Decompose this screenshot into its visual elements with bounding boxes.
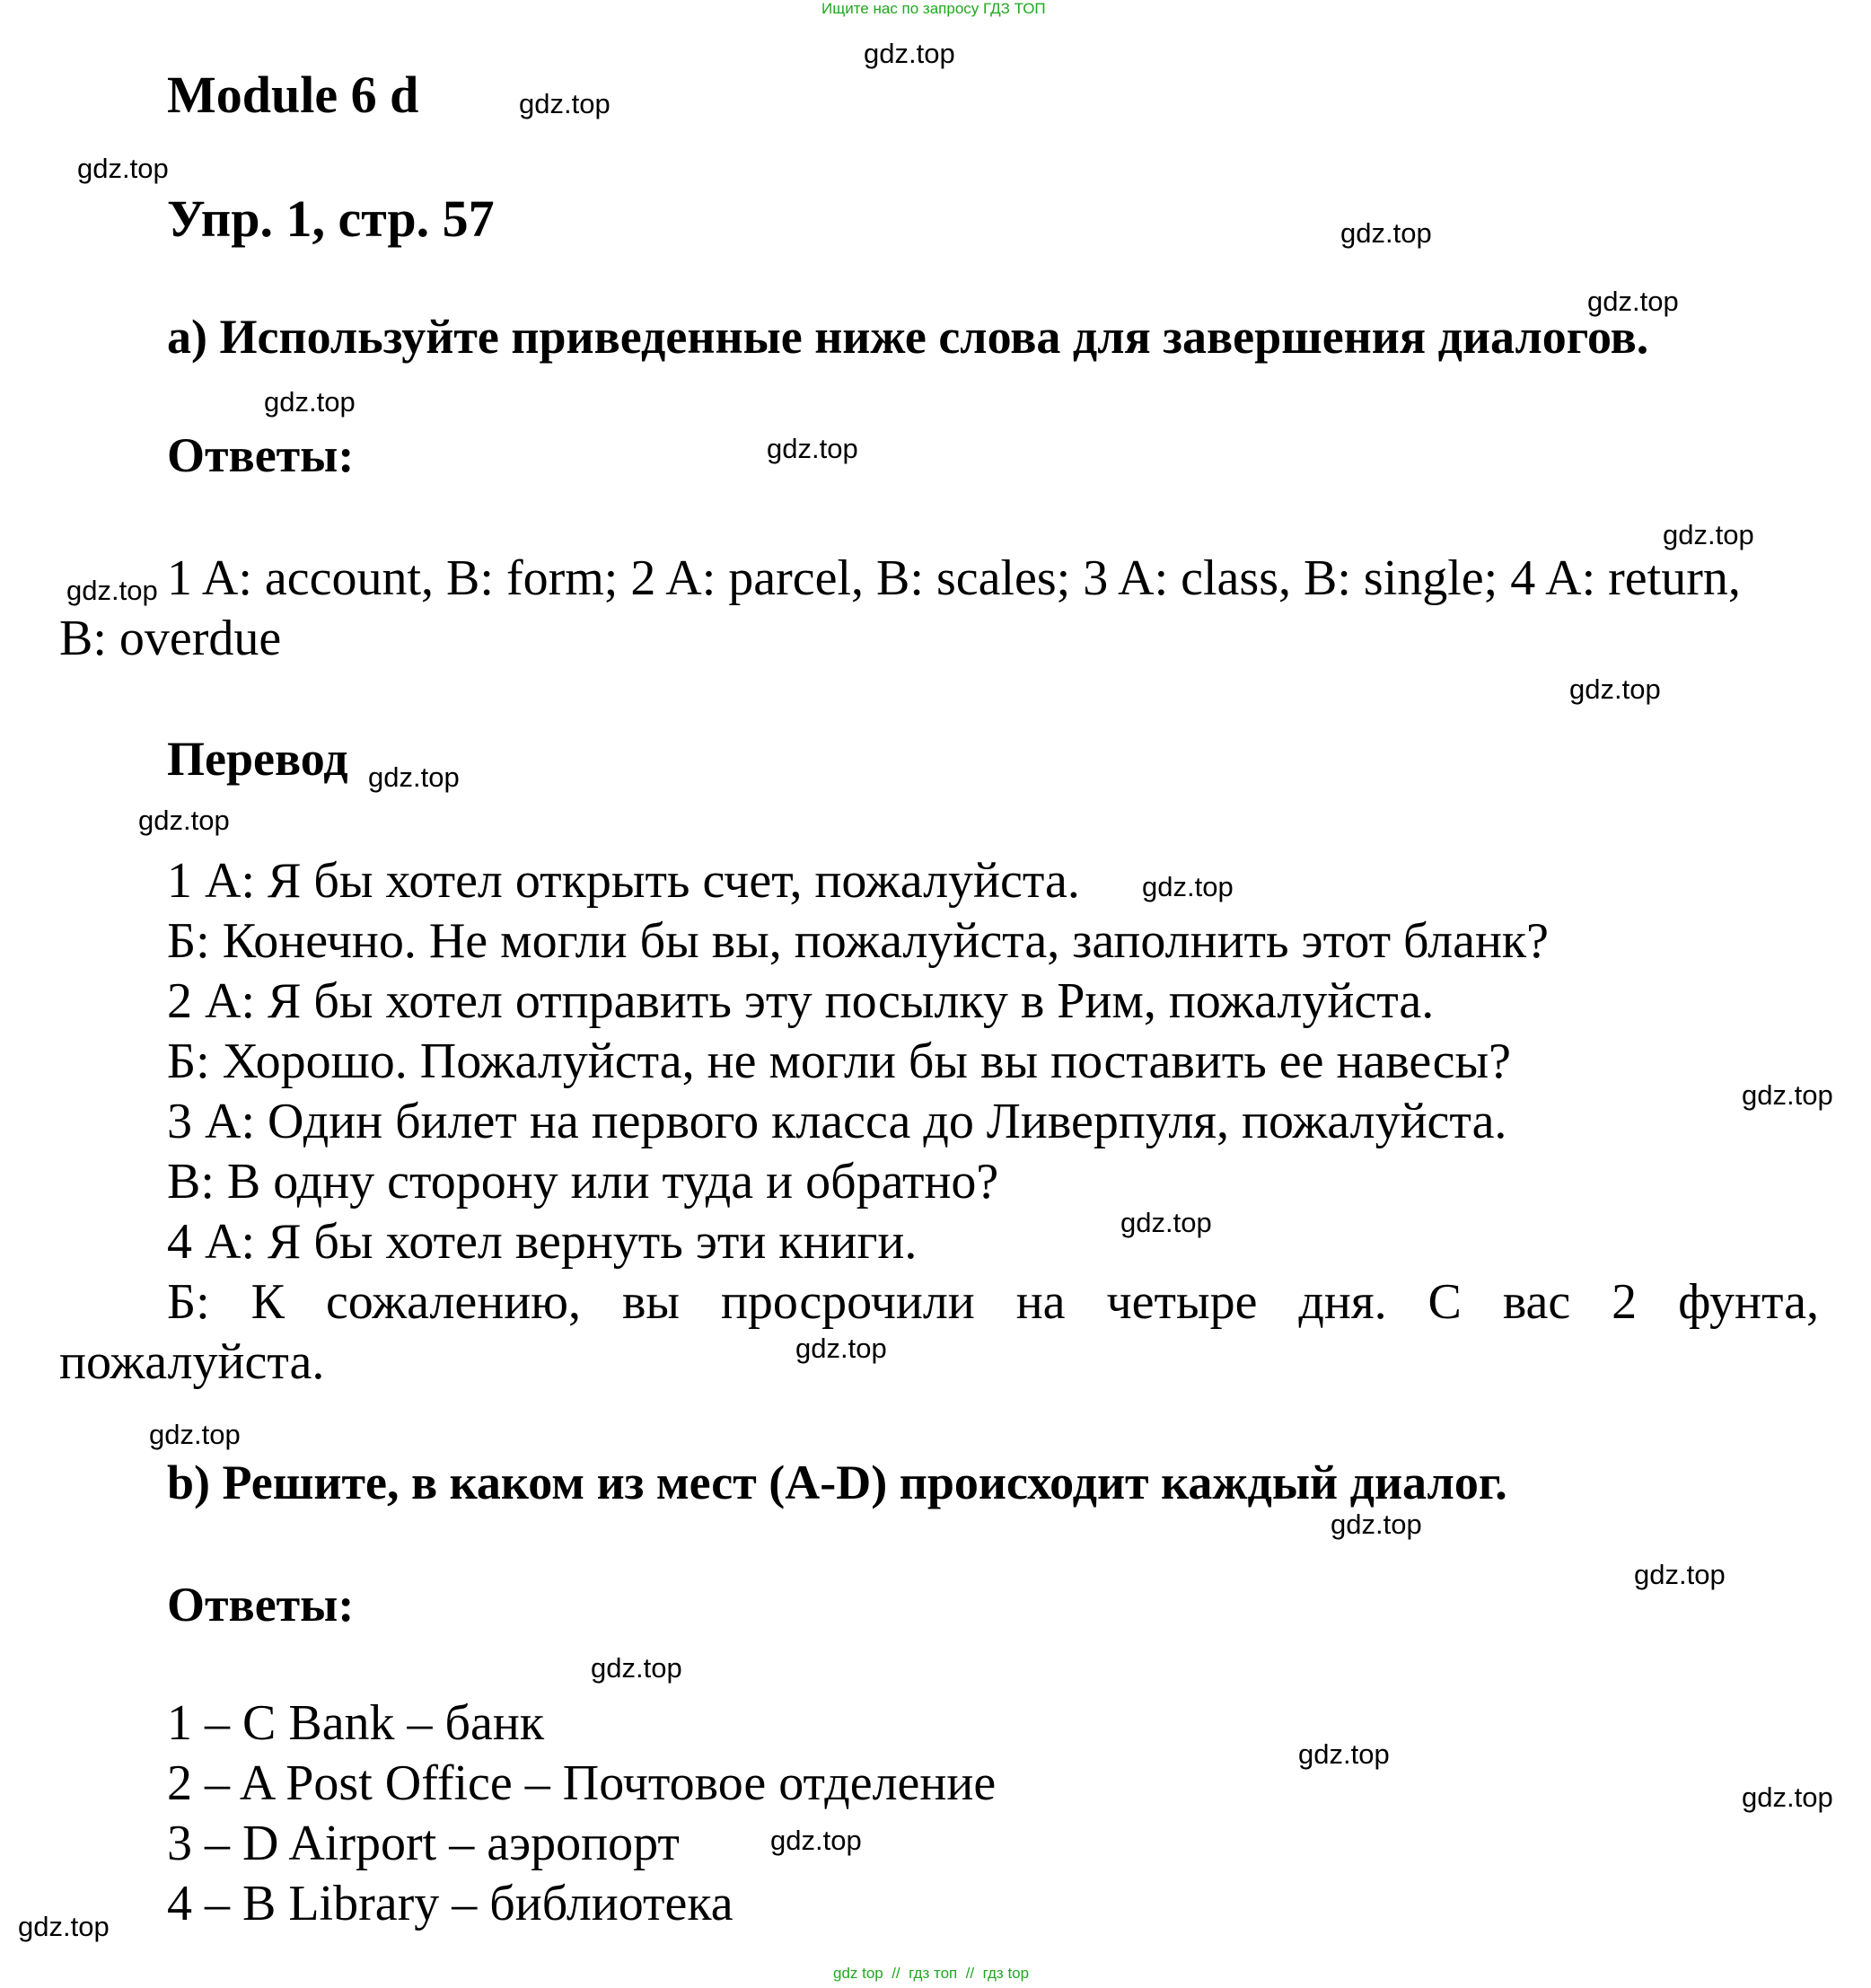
watermark: gdz.top <box>1742 1781 1833 1813</box>
footer-banner: gdz top // гдз топ // гдз top <box>833 1965 1030 1982</box>
watermark: gdz.top <box>1120 1207 1212 1238</box>
watermark: gdz.top <box>519 88 610 119</box>
watermark: gdz.top <box>1634 1559 1726 1590</box>
watermark: gdz.top <box>770 1825 862 1856</box>
exercise-title: Упр. 1, стр. 57 <box>167 189 495 248</box>
translation-line: Б: Хорошо. Пожалуйста, не могли бы вы поставить ее навесы? <box>167 1034 1511 1089</box>
translation-line: Б: Конечно. Не могли бы вы, пожалуйста, заполнить этот бланк? <box>167 913 1549 969</box>
translation-line: 4 А: Я бы хотел вернуть эти книги. <box>167 1214 918 1270</box>
translation-line: В: В одну сторону или туда и обратно? <box>167 1154 999 1210</box>
watermark: gdz.top <box>1663 519 1754 550</box>
task-a-heading: a) Используйте приведенные ниже слова для завершения диалогов. <box>167 310 1649 364</box>
watermark: gdz.top <box>591 1652 682 1684</box>
watermark: gdz.top <box>864 38 955 69</box>
answers-a-label: Ответы: <box>167 428 355 482</box>
translation-label: Перевод <box>167 732 348 786</box>
top-banner: Ищите нас по запросу ГДЗ ТОП <box>821 0 1046 17</box>
answer-b-item: 4 – B Library – библиотека <box>167 1876 733 1931</box>
watermark: gdz.top <box>18 1911 110 1942</box>
answer-b-item: 3 – D Airport – аэропорт <box>167 1816 680 1871</box>
watermark: gdz.top <box>66 575 158 606</box>
watermark: gdz.top <box>368 761 460 793</box>
watermark: gdz.top <box>1142 871 1234 902</box>
answer-b-item: 2 – A Post Office – Почтовое отделение <box>167 1755 997 1811</box>
translation-line: Б: К сожалению, вы просрочили на четыре дня. С вас 2 фунта, <box>167 1274 1819 1330</box>
translation-line: 3 А: Один билет на первого класса до Ливерпуля, пожалуйста. <box>167 1094 1507 1149</box>
watermark: gdz.top <box>1569 673 1661 705</box>
answers-a-line2: B: overdue <box>59 611 282 666</box>
answers-b-list <box>167 1693 996 1934</box>
watermark: gdz.top <box>1331 1509 1422 1540</box>
watermark: gdz.top <box>795 1333 887 1364</box>
translation-line: пожалуйста. <box>59 1334 325 1390</box>
module-title: Module 6 d <box>167 66 419 124</box>
task-b-heading: b) Решите, в каком из мест (A-D) происходит каждый диалог. <box>167 1456 1507 1509</box>
watermark: gdz.top <box>767 433 858 464</box>
answers-a-line1: 1 A: account, B: form; 2 A: parcel, B: scales; 3 A: class, B: single; 4 A: return, <box>167 550 1741 606</box>
watermark: gdz.top <box>1742 1079 1833 1111</box>
answers-b-label: Ответы: <box>167 1578 355 1632</box>
translation-line: 1 А: Я бы хотел открыть счет, пожалуйста. <box>167 853 1080 909</box>
watermark: gdz.top <box>1298 1738 1390 1770</box>
watermark: gdz.top <box>77 153 169 184</box>
translation-line: 2 А: Я бы хотел отправить эту посылку в Рим, пожалуйста. <box>167 973 1435 1029</box>
watermark: gdz.top <box>138 805 230 836</box>
answer-b-item: 1 – C Bank – банк <box>167 1695 545 1751</box>
watermark: gdz.top <box>264 386 356 418</box>
watermark: gdz.top <box>1340 217 1432 249</box>
watermark: gdz.top <box>1587 286 1679 317</box>
watermark: gdz.top <box>149 1419 241 1450</box>
translation-block <box>167 851 1819 1333</box>
